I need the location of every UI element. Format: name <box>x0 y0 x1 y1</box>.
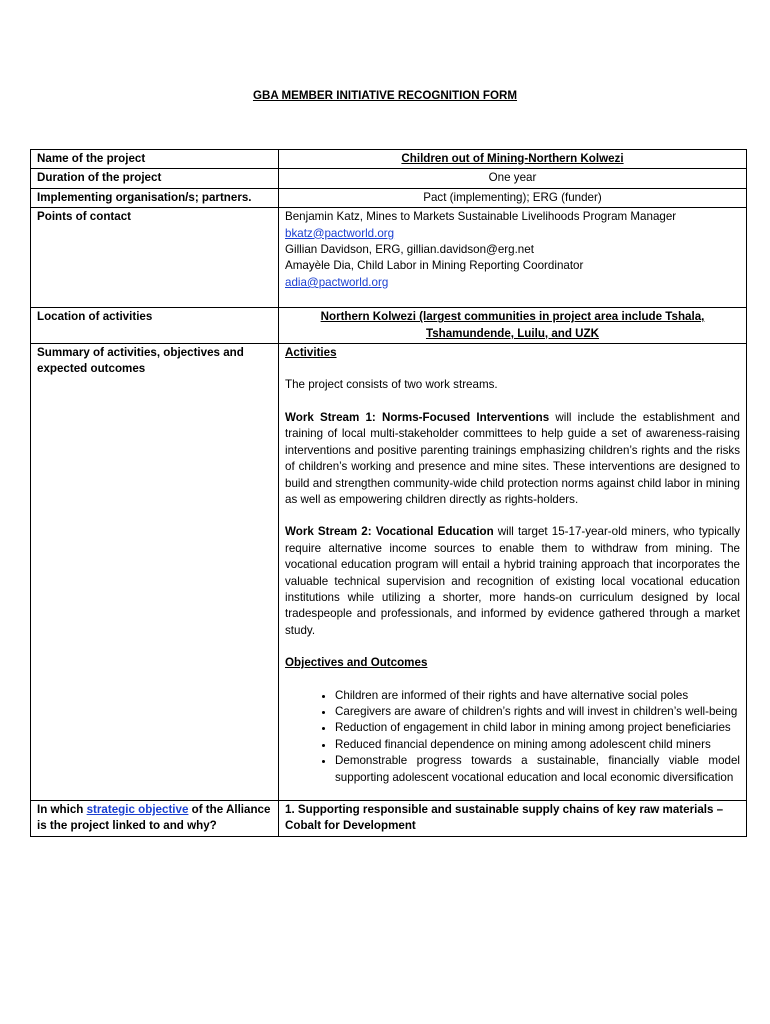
contact-line-katz: Benjamin Katz, Mines to Markets Sustainable Livelihoods Program Manager <box>285 210 677 224</box>
work-stream-2 <box>285 524 740 639</box>
project-name-value: Children out of Mining-Northern Kolwezi <box>279 150 747 169</box>
row-location <box>31 308 747 344</box>
objectives-heading: Objectives and Outcomes <box>285 656 428 670</box>
recognition-form-table <box>30 149 747 837</box>
contacts-value <box>279 208 747 308</box>
summary-label: Summary of activities, objectives and expected outcomes <box>31 344 279 801</box>
strategic-objective-value: 1. Supporting responsible and sustainable supply chains of key raw materials – Cobalt for Development <box>279 801 747 837</box>
work-stream-1-text: will include the establishment and training of local multi-stakeholder committees to help guide a set of awareness-raising interventions and positive parenting trainings emphasizing children’s rights and the risks of children’s working and presence and mine sites. These interventions are designed to build and strengthen community-wide child protection norms against child labor in mining as well as empowering children directly as rights-holders. <box>285 410 740 506</box>
row-duration <box>31 169 747 188</box>
contact-line-dia: Amayèle Dia, Child Labor in Mining Reporting Coordinator <box>285 259 584 273</box>
objective-item: • Reduction of engagement in child labor in mining among project beneficiaries <box>335 720 740 736</box>
objective-item: • Children are informed of their rights and have alternative social poles <box>335 688 740 704</box>
duration-label: Duration of the project <box>31 169 279 188</box>
row-strategic-objective <box>31 801 747 837</box>
strategic-objective-link[interactable]: strategic objective <box>86 803 189 816</box>
contacts-label: Points of contact <box>31 208 279 308</box>
row-contacts <box>31 208 747 308</box>
organisation-label: Implementing organisation/s; partners. <box>31 188 279 207</box>
strategic-objective-label-post: of the Alliance is the project linked to and why? <box>37 803 271 833</box>
location-label: Location of activities <box>31 308 279 344</box>
strategic-objective-label <box>31 801 279 837</box>
work-stream-2-title: Work Stream 2: Vocational Education <box>285 525 494 539</box>
location-value: Northern Kolwezi (largest communities in project area include Tshala, Tshamundende, Luilu, and UZK <box>279 308 747 344</box>
row-summary <box>31 344 747 801</box>
work-stream-1-title: Work Stream 1: Norms-Focused Interventions <box>285 410 550 424</box>
summary-value <box>279 344 747 801</box>
objectives-list <box>285 688 740 786</box>
contact-email-dia[interactable]: adia@pactworld.org <box>285 275 389 289</box>
activities-intro: The project consists of two work streams. <box>285 378 498 392</box>
work-stream-1 <box>285 410 740 508</box>
duration-value: One year <box>279 169 747 188</box>
objective-item: • Caregivers are aware of children’s rights and will invest in children’s well-being <box>335 704 740 720</box>
organisation-value: Pact (implementing); ERG (funder) <box>279 188 747 207</box>
objective-item: • Demonstrable progress towards a sustainable, financially viable model supporting adolescent vocational education and local economic diversification <box>335 753 740 786</box>
objective-item: • Reduced financial dependence on mining among adolescent child miners <box>335 737 740 753</box>
project-name-label: Name of the project <box>31 150 279 169</box>
contact-email-katz[interactable]: bkatz@pactworld.org <box>285 226 395 240</box>
row-project-name <box>31 150 747 169</box>
row-organisation <box>31 188 747 207</box>
contact-line-davidson: Gillian Davidson, ERG, gillian.davidson@erg.net <box>285 243 534 257</box>
activities-heading: Activities <box>285 346 337 360</box>
work-stream-2-text: will target 15-17-year-old miners, who typically require alternative income sources to enable them to withdraw from mining. The vocational education program will entail a hybrid training approach that incorporates the valuable technical supervision and recognition of existing local vocational education institutions while utilizing a shorter, more hands-on curriculum designed by local tradespeople and professionals, and informed by evidence gathered through a market study. <box>285 525 740 637</box>
strategic-objective-label-pre: In which <box>37 803 87 816</box>
page-title: GBA MEMBER INITIATIVE RECOGNITION FORM <box>252 89 518 102</box>
